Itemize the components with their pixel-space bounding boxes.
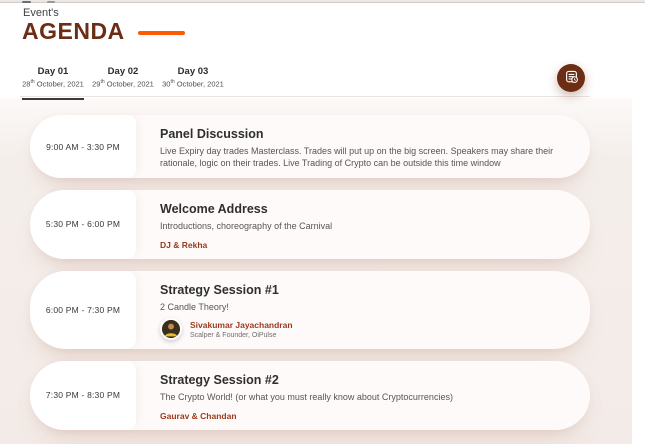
session-time: 9:00 AM - 3:30 PM <box>46 141 120 152</box>
accent-dash-icon <box>138 31 185 35</box>
session-description: Introductions, choreography of the Carnival <box>160 221 333 231</box>
tab-label: Day 02 <box>107 66 139 77</box>
session-speakers: DJ & Rekha <box>160 239 208 250</box>
day-tabs <box>22 66 232 100</box>
calendar-note-icon <box>564 69 579 87</box>
tab-day-02[interactable] <box>92 66 154 100</box>
session-title: Strategy Session #2 <box>160 373 279 387</box>
tab-label: Day 03 <box>177 66 209 77</box>
tab-day-01[interactable] <box>22 66 84 100</box>
session-time: 5:30 PM - 6:00 PM <box>45 219 121 230</box>
time-capsule <box>30 271 136 350</box>
session-time: 6:00 PM - 7:30 PM <box>45 304 121 315</box>
agenda-card <box>30 271 590 350</box>
session-description: The Crypto World! (or what you must really know about Cryptocurrencies) <box>160 392 453 402</box>
agenda-card <box>30 115 590 178</box>
time-capsule <box>30 115 136 178</box>
page-title: AGENDA <box>22 18 125 44</box>
session-description: 2 Candle Theory! <box>160 301 229 312</box>
browser-chrome-remnant <box>0 0 645 3</box>
section-eyebrow: Event's <box>23 7 59 19</box>
tab-date: 29th October, 2021 <box>92 79 154 89</box>
tab-label: Day 01 <box>37 66 69 77</box>
tab-date: 28th October, 2021 <box>22 79 84 89</box>
chrome-smudge <box>22 1 31 3</box>
speaker-avatar <box>160 318 182 340</box>
time-capsule <box>30 190 136 259</box>
session-title: Welcome Address <box>160 202 268 216</box>
agenda-list <box>30 115 590 430</box>
session-title: Panel Discussion <box>160 127 264 141</box>
agenda-card <box>30 190 590 259</box>
session-title: Strategy Session #1 <box>160 282 279 297</box>
tab-day-03[interactable] <box>162 66 224 100</box>
tab-date: 30th October, 2021 <box>162 79 224 89</box>
speaker-role: Scalper & Founder, OiPulse <box>190 331 277 339</box>
speaker-name: Sivakumar Jayachandran <box>190 319 293 330</box>
time-capsule <box>30 361 136 430</box>
session-time: 7:30 PM - 8:30 PM <box>45 390 121 401</box>
chrome-smudge <box>47 1 55 3</box>
add-to-calendar-button[interactable] <box>557 64 585 92</box>
page-title-row <box>22 18 185 44</box>
session-description: Live Expiry day trades Masterclass. Trades will put up on the big screen. Speakers may share their rationale, logic on their trades. Live Trading of Crypto can be outside this time window <box>160 146 554 168</box>
agenda-card <box>30 361 590 430</box>
session-speakers: Gaurav & Chandan <box>160 410 237 421</box>
speaker-profile <box>160 318 570 340</box>
